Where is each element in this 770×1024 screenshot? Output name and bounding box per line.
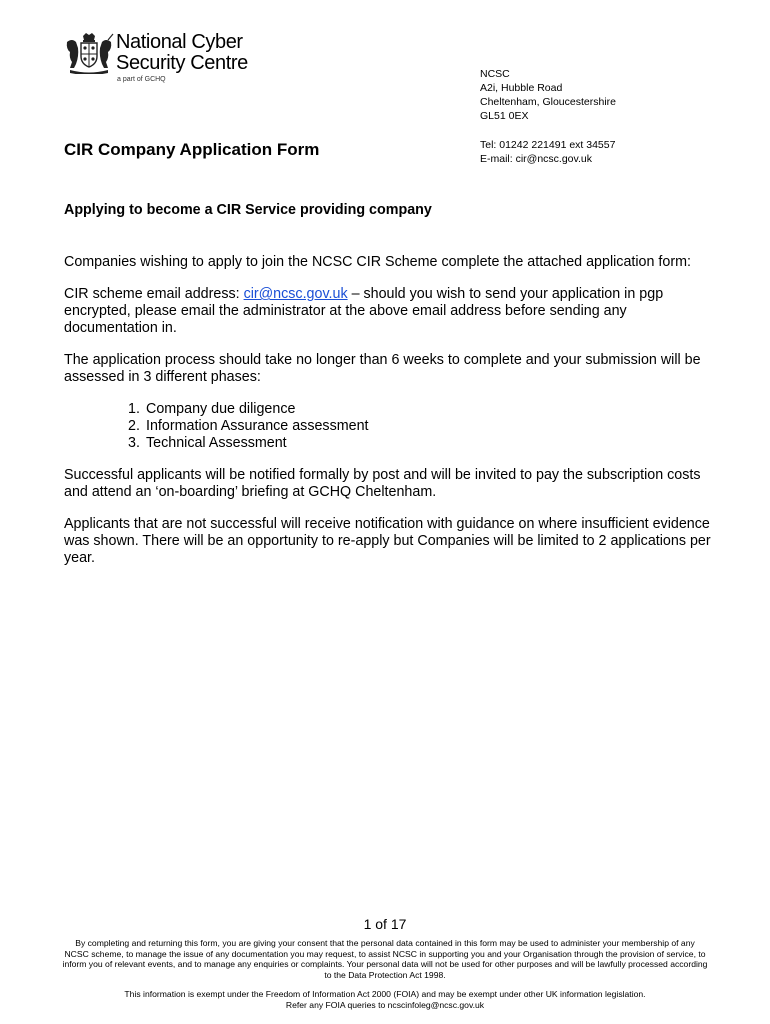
unsuccessful-paragraph: Applicants that are not successful will receive notification with guidance on where insufficient evidence was shown. There will be an opportunity to re-apply but Companies will be limited to 2 applications per year. bbox=[64, 516, 711, 566]
address-line: GL51 0EX bbox=[480, 110, 529, 122]
list-number: 2. bbox=[128, 418, 140, 434]
address-line: A2i, Hubble Road bbox=[480, 82, 563, 94]
intro-paragraph: Companies wishing to apply to join the NCSC CIR Scheme complete the attached application form: bbox=[64, 254, 691, 270]
logo-line-2: Security Centre bbox=[116, 52, 248, 74]
ncsc-logo bbox=[64, 32, 264, 86]
email-prefix: CIR scheme email address: bbox=[64, 286, 244, 302]
list-number: 3. bbox=[128, 435, 140, 451]
foia-notice-line-1: This information is exempt under the Freedom of Information Act 2000 (FOIA) and may be exempt under other UK information legislation. bbox=[124, 988, 646, 999]
page-number: 1 of 17 bbox=[363, 916, 407, 932]
address-line: Cheltenham, Gloucestershire bbox=[480, 96, 616, 108]
phases-list bbox=[64, 401, 714, 452]
address-line: NCSC bbox=[480, 68, 510, 80]
list-text: Technical Assessment bbox=[146, 435, 287, 451]
list-item bbox=[128, 435, 714, 452]
logo-line-1: National Cyber bbox=[116, 31, 243, 53]
list-text: Information Assurance assessment bbox=[146, 418, 369, 434]
telephone: Tel: 01242 221491 ext 34557 bbox=[480, 139, 616, 151]
foia-notice-line-2: Refer any FOIA queries to ncscinfoleg@ncsc.gov.uk bbox=[285, 999, 485, 1010]
process-paragraph: The application process should take no longer than 6 weeks to complete and your submission will be assessed in 3 different phases: bbox=[64, 352, 701, 385]
logo-subtitle: a part of GCHQ bbox=[117, 76, 166, 83]
email-suffix: – should you wish to send your application in pgp encrypted, please email the administrator at the above email address before sending any documentation in. bbox=[64, 286, 664, 336]
section-heading: Applying to become a CIR Service providing company bbox=[64, 202, 432, 218]
contact-details bbox=[480, 138, 615, 166]
footer-notice bbox=[62, 938, 708, 1010]
document-title: CIR Company Application Form bbox=[64, 140, 320, 159]
list-text: Company due diligence bbox=[146, 401, 296, 417]
email-paragraph bbox=[64, 286, 714, 337]
successful-paragraph: Successful applicants will be notified formally by post and will be invited to pay the subscription costs and attend an ‘on-boarding’ briefing at GCHQ Cheltenham. bbox=[64, 467, 701, 500]
consent-notice: By completing and returning this form, you are giving your consent that the personal data contained in this form may be used to administer your membership of any NCSC scheme, to manage the issue of any documentation you may request, to assist NCSC in supporting you and your Organisation through the provision of service, to inform you of relevant events, and to manage any enquiries or complaints. Your personal data will not be used for other purposes and will be lawfully processed according to the Data Protection Act 1998. bbox=[62, 938, 708, 981]
list-number: 1. bbox=[128, 401, 140, 417]
logo-wordmark bbox=[116, 32, 248, 74]
document-body bbox=[64, 202, 714, 582]
royal-crest-icon bbox=[64, 32, 114, 74]
postal-address bbox=[480, 67, 616, 123]
list-item bbox=[128, 418, 714, 435]
email-link[interactable]: cir@ncsc.gov.uk bbox=[243, 286, 348, 302]
list-item bbox=[128, 401, 714, 418]
contact-email: E-mail: cir@ncsc.gov.uk bbox=[480, 153, 592, 165]
